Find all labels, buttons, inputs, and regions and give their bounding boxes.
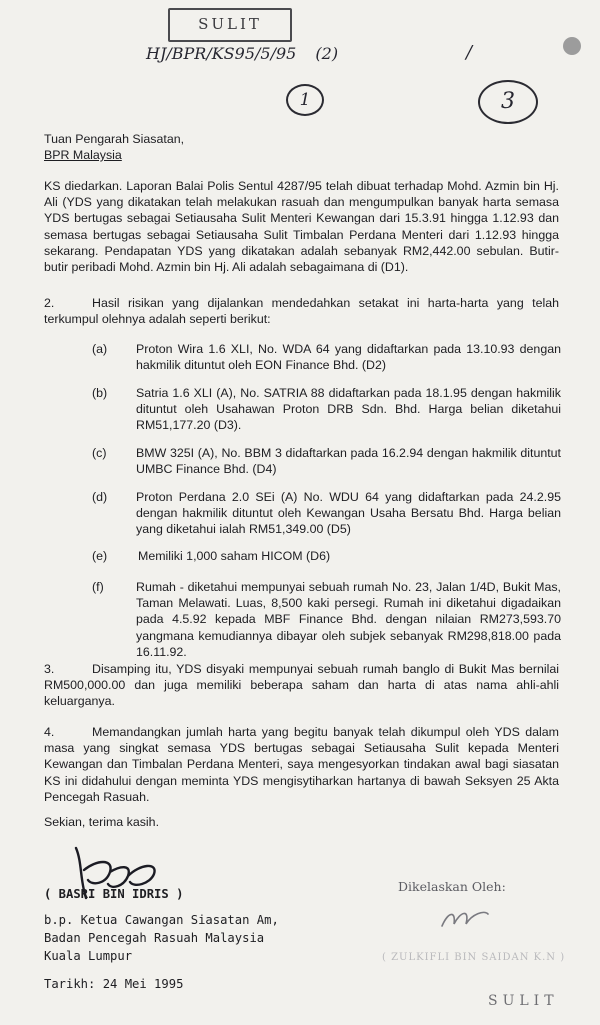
classified-by-label: Dikelaskan Oleh: [398, 879, 506, 894]
signatory-title-line2: Badan Pencegah Rasuah Malaysia [44, 931, 265, 945]
sulit-stamp-top-text: SULIT [198, 15, 262, 33]
item-d-text: Proton Perdana 2.0 SEi (A) No. WDU 64 yang didaftarkan pada 24.2.95 dengan hakmilik dituntut oleh Kewangan Usaha Bersatu Bhd. Harga belian yang diketahui ialah RM51,349.00 (D5) [136, 490, 561, 537]
item-f-label: (f) [92, 580, 104, 594]
item-e-text: Memiliki 1,000 saham HICOM (D6) [138, 549, 331, 563]
classifier-name-faint: ( ZULKIFLI BIN SAIDAN K.N ) [382, 952, 566, 963]
item-f-text: Rumah - diketahui mempunyai sebuah rumah No. 23, Jalan 1/4D, Bukit Mas, Taman Melawati. Luas, 8,500 kaki persegi. Rumah ini diketahui digadaikan pada 4.5.92 kepada MBF Finance Bhd. dengan nilaian RM273,593.70 yangmana kemudiannya dibayar oleh subjek sebanyak RM298,818.00 pada 16.11.92. [136, 580, 561, 659]
addressee-line1: Tuan Pengarah Siasatan, [44, 132, 185, 146]
letter-date: Tarikh: 24 Mei 1995 [44, 977, 184, 991]
item-b-label: (b) [92, 386, 108, 400]
item-a-text: Proton Wira 1.6 XLI, No. WDA 64 yang didaftarkan pada 13.10.93 dengan hakmilik dituntut oleh EON Finance Bhd. (D2) [136, 342, 561, 373]
circled-number-three: 3 [478, 80, 538, 124]
item-e-label: (e) [92, 549, 108, 563]
paragraph-1: KS diedarkan. Laporan Balai Polis Sentul 4287/95 telah dibuat terhadap Mohd. Azmin bin Hj. Ali (YDS yang dikatakan telah melakukan rasuah dan mengumpulkan banyak harta semasa YDS bertugas sebagai Setiausaha Sulit Menteri Kewangan dari 15.3.91 hingga 1.12.93 dan semasa bertugas sebagai Setiausaha Sulit Timbalan Perdana Menteri dari 1.12.93 hingga sekarang. Pendapatan YDS yang dikatakan adalah sebanyak RM2,442.00 sebulan. Butir-butir peribadi Mohd. Azmin bin Hj. Ali adalah sebagaimana di (D1). [44, 179, 559, 275]
addressee-line2: BPR Malaysia [44, 148, 122, 162]
paragraph-3: Disamping itu, YDS disyaki mempunyai sebuah rumah banglo di Bukit Mas bernilai RM500,000.00 dan juga memiliki beberapa saham dan harta di atas nama ahli-ahli keluarganya. [44, 662, 559, 709]
circled-page-one: 1 [286, 84, 324, 116]
punch-hole-icon [560, 34, 584, 58]
file-reference-suffix: (2) [315, 44, 339, 63]
tick-mark: / [466, 42, 473, 63]
signatory-name: ( BASRI BIN IDRIS ) [44, 887, 184, 901]
paragraph-4: Memandangkan jumlah harta yang begitu banyak telah dikumpul oleh YDS dalam masa yang singkat semasa YDS bertugas sebagai Setiausaha Sulit kepada Menteri Kewangan dan Timbalan Perdana Menteri, saya mengesyorkan tindakan awal bagi siasatan KS ini didahului dengan meminta YDS mengisytiharkan hartanya di bawah Seksyen 25 Akta Pencegah Rasuah. [44, 725, 559, 804]
sulit-stamp-bottom: SULIT [488, 993, 559, 1009]
item-c-label: (c) [92, 446, 107, 460]
item-c-text: BMW 325I (A), No. BBM 3 didaftarkan pada 16.2.94 dengan hakmilik dituntut UMBC Finance Bhd. (D4) [136, 446, 561, 477]
paragraph-4-number: 4. [44, 725, 55, 739]
file-reference [146, 44, 338, 63]
file-reference-number: HJ/BPR/KS95/5/95 [146, 44, 297, 63]
item-a-label: (a) [92, 342, 108, 356]
paragraph-3-number: 3. [44, 662, 55, 676]
closing-line: Sekian, terima kasih. [44, 815, 160, 829]
paragraph-2-number: 2. [44, 296, 55, 310]
signatory-title-line1: b.p. Ketua Cawangan Siasatan Am, [44, 913, 279, 927]
signatory-title-line3: Kuala Lumpur [44, 949, 133, 963]
item-b-text: Satria 1.6 XLI (A), No. SATRIA 88 didaftarkan pada 18.1.95 dengan hakmilik dituntut oleh Usahawan Proton DRB Sdn. Bhd. Harga belian diketahui RM51,177.20 (D3). [136, 386, 561, 433]
item-d-label: (d) [92, 490, 108, 504]
sulit-stamp-top [168, 8, 292, 42]
classifier-signature [434, 900, 494, 936]
paragraph-2: Hasil risikan yang dijalankan mendedahkan setakat ini harta-harta yang telah terkumpul olehnya adalah seperti berikut: [44, 296, 559, 327]
